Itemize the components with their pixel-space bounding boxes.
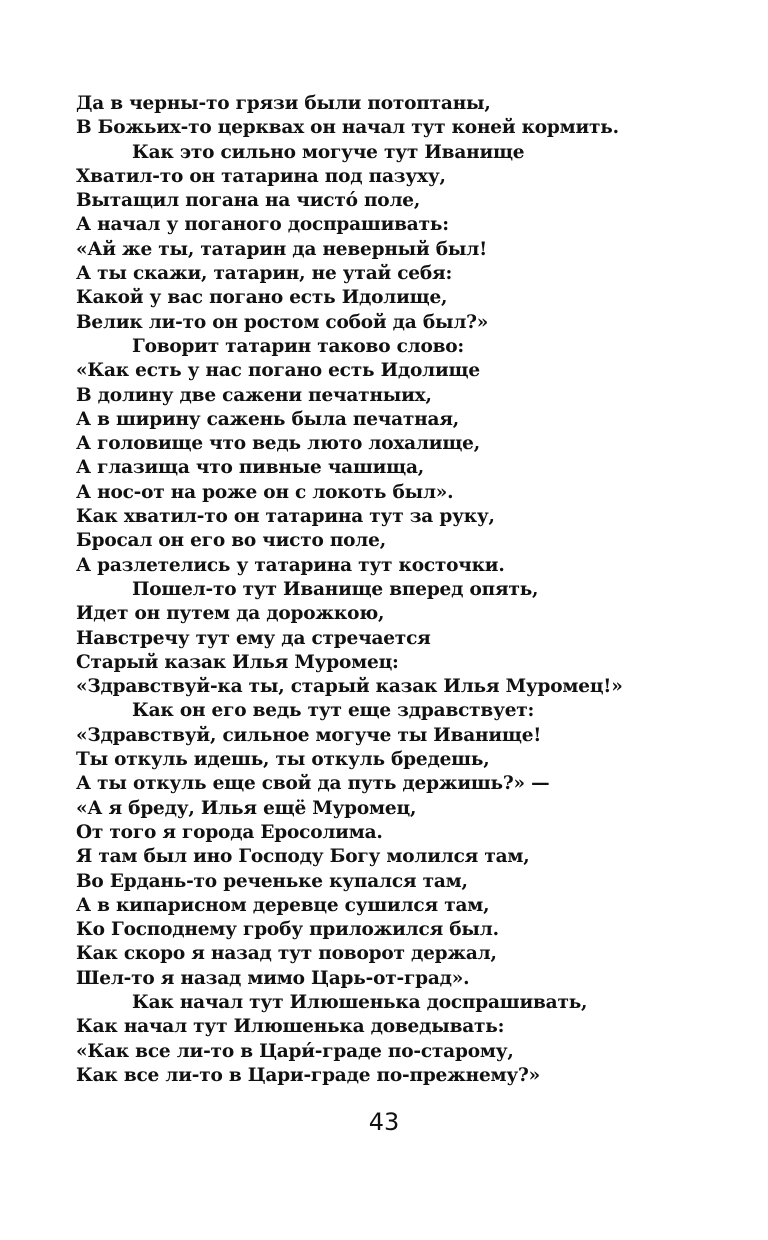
poem-line: «А я бреду, Илья ещё Муромец, [76,797,417,819]
poem-line: Как начал тут Илюшенька доведывать: [76,1016,505,1038]
poem-line: Старый казак Илья Муромец: [76,651,399,673]
poem-line: А ты скажи, татарин, не утай себя: [76,263,453,285]
poem-line: Навстречу тут ему да стречается [76,627,431,649]
page-number: 43 [368,1108,400,1136]
poem-line: «Здравствуй, сильное могуче ты Иванище! [76,724,542,746]
poem-line: «Здравствуй-ка ты, старый казак Илья Муромец!» [76,676,623,698]
poem-line: А ты откуль еще свой да путь держишь?» — [76,773,550,795]
poem-line: Как скоро я назад тут поворот держал, [76,943,497,965]
poem-line: Ты откуль идешь, ты откуль бредешь, [76,749,490,771]
poem-line: А в ширину сажень была печатная, [76,408,460,430]
poem-line: Велик ли-то он ростом собой да был?» [76,311,489,333]
poem-line: Как это сильно могуче тут Иванище [132,141,525,163]
poem-line: Ко Господнему гробу приложился был. [76,919,499,941]
poem-line: Как все ли-то в Цари-граде по-прежнему?» [76,1064,541,1086]
poem-line: А начал у поганого доспрашивать: [76,214,449,236]
poem-line: «Как все ли-то в Цари́-граде по-старому, [76,1040,514,1062]
poem-line: В долину две сажени печатныих, [76,384,432,406]
poem-line: Пошел-то тут Иванище вперед опять, [132,578,539,600]
poem-line: «Как есть у нас погано есть Идолище [76,360,480,382]
poem-line: А нос-от на роже он с локоть был». [76,481,454,503]
poem-line: Как хватил-то он татарина тут за руку, [76,506,495,528]
poem-line: Я там был ино Господу Богу молился там, [76,846,530,868]
poem-line: Как начал тут Илюшенька доспрашивать, [132,991,588,1013]
poem-line: «Ай же ты, татарин да неверный был! [76,238,488,260]
poem-line: Шел-то я назад мимо Царь-от-град». [76,967,470,989]
poem-line: Да в черны-то грязи были потоптаны, [76,93,491,114]
poem-line: Хватил-то он татарина под пазуху, [76,165,446,187]
poem-line: Говорит татарин таково слово: [132,335,465,357]
poem-line: А разлетелись у татарина тут косточки. [76,554,505,576]
poem-line: От того я города Еросолима. [76,821,383,843]
poem-text [76,92,736,1088]
poem-line: А в кипарисном деревце сушился там, [76,894,490,916]
poem-line: Идет он путем да дорожкою, [76,603,385,625]
poem-line: А головище что ведь люто лохалище, [76,433,480,455]
poem-line: Как он его ведь тут еще здравствует: [132,700,535,722]
poem-line: Бросал он его во чисто поле, [76,530,386,552]
poem-line: А глазища что пивные чашища, [76,457,425,479]
poem-line: Во Ердань-то реченьке купался там, [76,870,468,892]
poem-line: Вытащил погана на чисто́ поле, [76,190,421,212]
poem-line: В Божьих-то церквах он начал тут коней кормить. [76,117,619,139]
poem-line: Какой у вас погано есть Идолище, [76,287,448,309]
